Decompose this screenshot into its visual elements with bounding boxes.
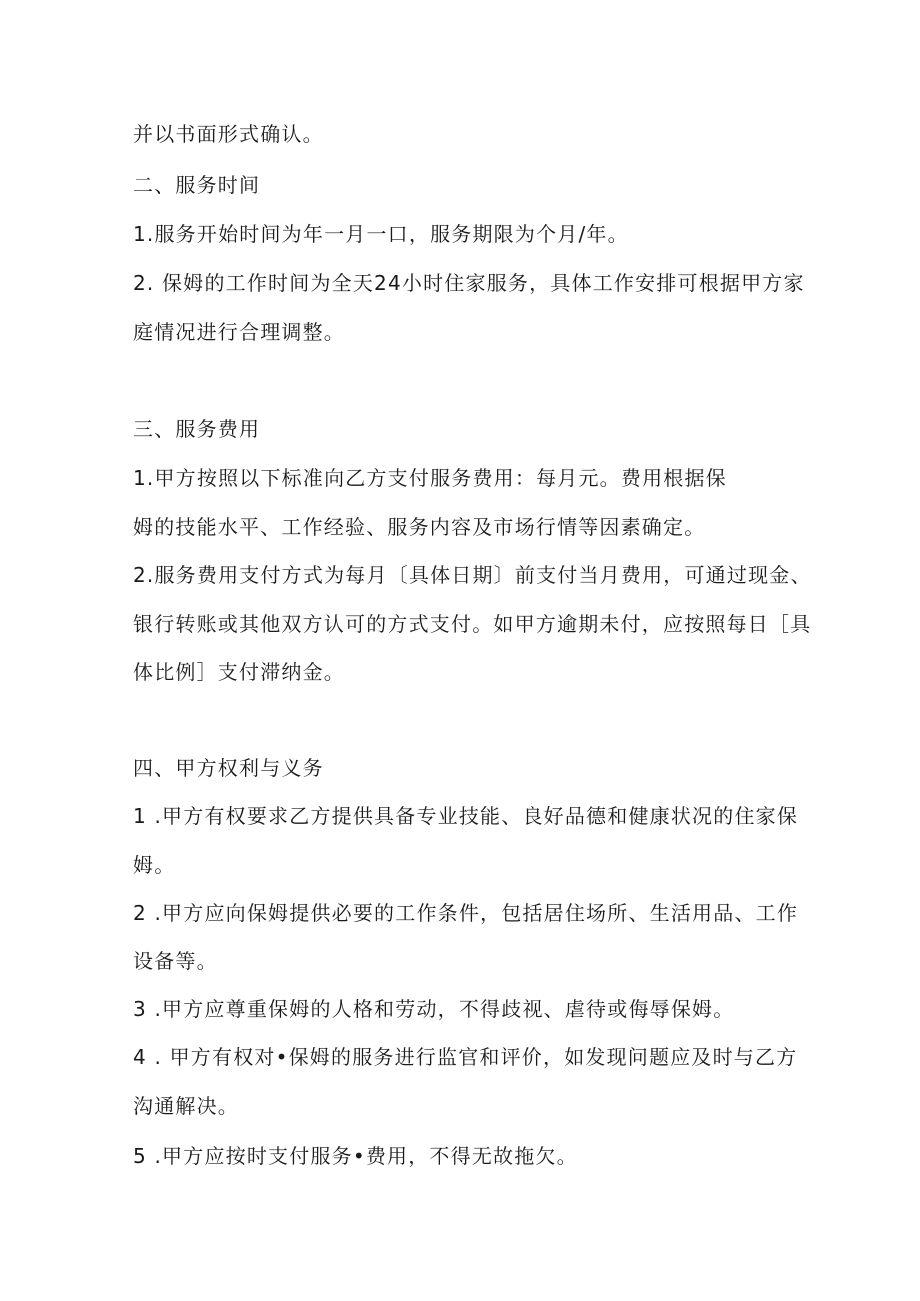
clause-service-fee-2-cont2: 体比例］支付滞纳金。 <box>133 660 345 684</box>
text-line-continuation: 并以书面形式确认。 <box>133 122 324 146</box>
clause-party-a-4: 4 . 甲方有权对•保姆的服务进行监官和评价，如发现问题应及时与乙方 <box>133 1045 798 1069</box>
clause-party-a-1-cont: 姆。 <box>133 853 176 877</box>
clause-party-a-3: 3 .甲方应尊重保姆的人格和劳动，不得歧视、虐待或侮辱保姆。 <box>133 997 735 1021</box>
clause-party-a-1: 1 .甲方有权要求乙方提供具备专业技能、良好品德和健康状况的住家保 <box>133 804 799 828</box>
clause-service-fee-1-cont: 姆的技能水平、工作经验、服务内容及市场行情等因素确定。 <box>133 515 706 539</box>
clause-service-time-2-cont: 庭情况进行合理调整。 <box>133 320 345 344</box>
clause-service-time-2: 2. 保姆的工作时间为全天24小时住家服务，具体工作安排可根据甲方家 <box>133 271 805 295</box>
clause-party-a-2-cont: 设备等。 <box>133 949 218 973</box>
section-heading-service-time: 二、服务时间 <box>133 173 261 197</box>
clause-party-a-4-cont: 沟通解决。 <box>133 1094 239 1118</box>
clause-service-time-1: 1.服务开始时间为年一月一口，服务期限为个月/年。 <box>133 222 629 246</box>
clause-party-a-5: 5 .甲方应按时支付服务•费用，不得无故拖欠。 <box>133 1144 578 1168</box>
section-heading-party-a-rights: 四、甲方权利与义务 <box>133 756 324 780</box>
clause-service-fee-2: 2.服务费用支付方式为每月〔具体日期〕前支付当月费用，可通过现金、 <box>133 563 812 587</box>
section-heading-service-fee: 三、服务费用 <box>133 417 261 441</box>
clause-party-a-2: 2 .甲方应向保姆提供必要的工作条件，包括居住场所、生活用品、工作 <box>133 901 799 925</box>
clause-service-fee-1: 1.甲方按照以下标准向乙方支付服务费用：每月元。费用根据保 <box>133 466 727 490</box>
clause-service-fee-2-cont: 银行转账或其他双方认可的方式支付。如甲方逾期未付，应按照每日［具 <box>133 612 812 636</box>
